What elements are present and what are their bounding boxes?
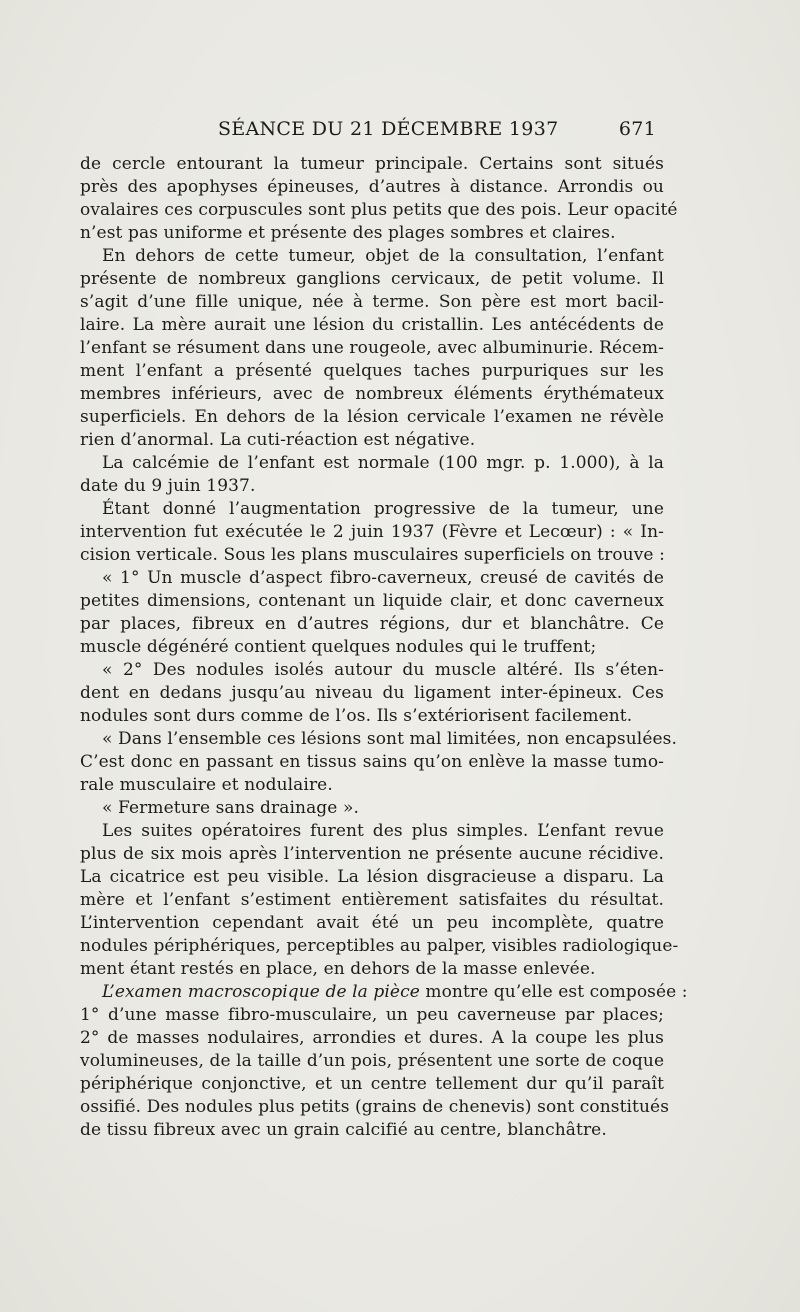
- text-line: rien d’anormal. La cuti-réaction est négative.: [80, 430, 476, 450]
- text-line: Étant donné l’augmentation progressive de la tumeur, une: [102, 499, 664, 519]
- text-line: plus de six mois après l’intervention ne présente aucune récidive.: [80, 844, 664, 864]
- text-line: « Dans l’ensemble ces lésions sont mal limitées, non encapsulées.: [102, 729, 677, 749]
- text-line: périphérique conjonctive, et un centre tellement dur qu’il paraît: [80, 1074, 664, 1094]
- text-line: mère et l’enfant s’estiment entièrement satisfaites du résultat.: [80, 890, 664, 910]
- text-line: l’enfant se résument dans une rougeole, avec albuminurie. Récem-: [80, 338, 664, 358]
- text-line: s’agit d’une fille unique, née à terme. Son père est mort bacil-: [80, 292, 664, 312]
- text-line: membres inférieurs, avec de nombreux éléments érythémateux: [80, 384, 664, 404]
- text-line: de cercle entourant la tumeur principale. Certains sont situés: [80, 154, 664, 174]
- text-line: En dehors de cette tumeur, objet de la consultation, l’enfant: [102, 246, 664, 266]
- page-number: 671: [618, 118, 656, 140]
- text-line: Les suites opératoires furent des plus simples. L’enfant revue: [102, 821, 664, 841]
- text-line: nodules périphériques, perceptibles au palper, visibles radiologique-: [80, 936, 679, 956]
- text-line: n’est pas uniforme et présente des plages sombres et claires.: [80, 223, 616, 243]
- text-line: ment étant restés en place, en dehors de la masse enlevée.: [80, 959, 596, 979]
- text-line: 2° de masses nodulaires, arrondies et dures. A la coupe les plus: [80, 1028, 664, 1048]
- text-line: « 2° Des nodules isolés autour du muscle altéré. Ils s’éten-: [102, 660, 664, 680]
- italic-phrase: L’examen macroscopique de la pièce: [102, 982, 420, 1002]
- text-line: intervention fut exécutée le 2 juin 1937 (Fèvre et Lecœur) : « In-: [80, 522, 664, 542]
- text-line: présente de nombreux ganglions cervicaux, de petit volume. Il: [80, 269, 664, 289]
- text-line: ossifié. Des nodules plus petits (grains de chenevis) sont constitués: [80, 1097, 670, 1117]
- text-line: muscle dégénéré contient quelques nodules qui le truffent;: [80, 637, 597, 657]
- text-line: L’intervention cependant avait été un peu incomplète, quatre: [80, 913, 664, 933]
- running-title: SÉANCE DU 21 DÉCEMBRE 1937: [218, 118, 559, 140]
- text-line: 1° d’une masse fibro-musculaire, un peu caverneuse par places;: [80, 1005, 664, 1025]
- text-line: ment l’enfant a présenté quelques taches purpuriques sur les: [80, 361, 664, 381]
- text-line: « Fermeture sans drainage ».: [102, 798, 359, 818]
- text-line: laire. La mère aurait une lésion du cristallin. Les antécédents de: [80, 315, 664, 335]
- text-line: nodules sont durs comme de l’os. Ils s’extériorisent facilement.: [80, 706, 633, 726]
- text-line: [80, 981, 688, 1004]
- text-line: ovalaires ces corpuscules sont plus petits que des pois. Leur opacité: [80, 200, 678, 220]
- text-line: La cicatrice est peu visible. La lésion disgracieuse a disparu. La: [80, 867, 664, 887]
- body-text: [80, 153, 688, 1142]
- text-line: date du 9 juin 1937.: [80, 476, 256, 496]
- text-line: La calcémie de l’enfant est normale (100 mgr. p. 1.000), à la: [102, 453, 664, 473]
- text-line: volumineuses, de la taille d’un pois, présentent une sorte de coque: [80, 1051, 665, 1071]
- text-line: de tissu fibreux avec un grain calcifié au centre, blanchâtre.: [80, 1120, 607, 1140]
- text-line: superficiels. En dehors de la lésion cervicale l’examen ne révèle: [80, 407, 664, 427]
- text-line-rest: montre qu’elle est composée :: [425, 982, 688, 1002]
- text-line: cision verticale. Sous les plans musculaires superficiels on trouve :: [80, 545, 665, 565]
- page-header: [80, 114, 656, 142]
- text-line: petites dimensions, contenant un liquide clair, et donc caverneux: [80, 591, 664, 611]
- text-line: « 1° Un muscle d’aspect fibro-caverneux, creusé de cavités de: [102, 568, 664, 588]
- text-line: dent en dedans jusqu’au niveau du ligament inter-épineux. Ces: [80, 683, 664, 703]
- text-line: par places, fibreux en d’autres régions, dur et blanchâtre. Ce: [80, 614, 664, 634]
- text-line: rale musculaire et nodulaire.: [80, 775, 333, 795]
- text-line: C’est donc en passant en tissus sains qu’on enlève la masse tumo-: [80, 752, 664, 772]
- text-line: près des apophyses épineuses, d’autres à distance. Arrondis ou: [80, 177, 664, 197]
